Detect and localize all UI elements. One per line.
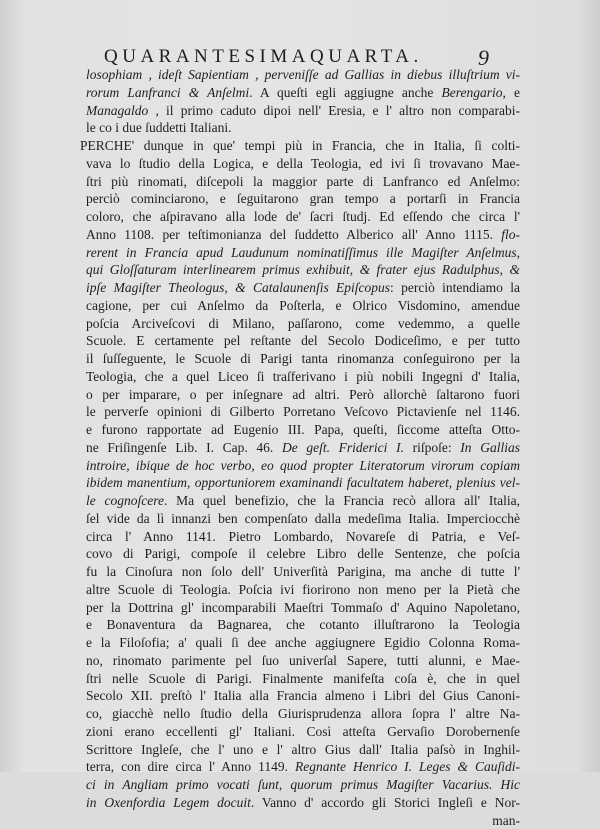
- italic-segment: qui Gloſſaturam interlinearem primus exhibuit, & frater ejus Radulphus, &: [86, 262, 520, 277]
- text-line: [86, 758, 520, 776]
- text-line: [86, 794, 520, 812]
- text-segment: terra, con dire circa l' Anno 1149.: [86, 759, 295, 774]
- text-line: [86, 66, 520, 84]
- running-title: QUARANTESIMAQUARTA.: [104, 46, 423, 68]
- text-line: [86, 670, 520, 688]
- text-line: [86, 155, 520, 173]
- text-line: [86, 279, 520, 297]
- text-line: [86, 634, 520, 652]
- text-line: [86, 474, 520, 492]
- text-line: [86, 226, 520, 244]
- text-line: [86, 457, 520, 475]
- text-segment: il ſuſſeguente, le Scuole di Parigi tanta rinomanza conſeguirono per la: [86, 351, 520, 366]
- text-line: [86, 208, 520, 226]
- italic-segment: Regnante Henrico I. Leges & Cauſidi-: [295, 759, 520, 774]
- text-segment: co, giacchè nello ſtudio della Giurisprudenza allora ſopra l' altre Na-: [86, 706, 520, 721]
- italic-segment: In Gallias: [460, 440, 520, 455]
- italic-segment: in Oxenfordia Legem docuit: [86, 795, 251, 810]
- text-segment: e la Filoſofia; a' quali ſi dee anche aggiugnere Egidio Colonna Roma-: [86, 635, 520, 650]
- text-segment: man-: [492, 813, 520, 828]
- text-segment: Teologia, che a quel Liceo ſi traſferivano i più nobili Ingegni d' Italia,: [86, 369, 520, 384]
- text-segment: . Vanno d' accordo gli Storici Ingleſi e Nor-: [251, 795, 520, 810]
- text-line: [86, 190, 520, 208]
- text-line: [86, 244, 520, 262]
- text-segment: Scrittore Ingleſe, che l' uno e l' altro Gius dall' Italia paſsò in Inghil-: [86, 742, 520, 757]
- text-segment: per la Dottrina gl' incomparabili Maeſtri Tommaſo d' Aquino Napoletano,: [86, 600, 520, 615]
- text-line: [86, 563, 520, 581]
- text-segment: Scuole. E certamente pel reſtante del Secolo Dodiceſimo, e per tutto: [86, 333, 520, 348]
- text-line: [86, 84, 520, 102]
- text-line: [86, 510, 520, 528]
- text-segment: e Bonaventura da Bagnarea, che cotanto illuſtrarono la Teologia: [86, 617, 520, 632]
- text-line: [86, 261, 520, 279]
- text-segment: e furono rapportate ad Eugenio III. Papa, queſti, ſiccome atteſta Otto-: [86, 422, 520, 437]
- text-line: [86, 652, 520, 670]
- text-segment: ſtri più rinomati, diſcepoli la maggior parte di Lanfranco ed Anſelmo:: [86, 174, 520, 189]
- text-line: [86, 297, 520, 315]
- italic-segment: introire, ibique de hoc verbo, eo quod propter Literatorum virorum copiam: [86, 458, 520, 473]
- text-segment: , e: [502, 85, 520, 100]
- text-segment: covo di Parigi, compoſe il celebre Libro delle Sentenze, che poſcia: [86, 546, 520, 561]
- text-line: [86, 616, 520, 634]
- body-text: [86, 66, 520, 829]
- text-segment: , il primo caduto dipoi nell' Eresia, e l' altro non comparabi-: [148, 103, 520, 118]
- text-line: [86, 315, 520, 333]
- text-line: [86, 705, 520, 723]
- text-segment: coloro, che aſpiravano alla lode de' ſacri ſtudj. Ed eſſendo che circa l': [86, 209, 520, 224]
- text-segment: vava lo ſtudio della Logica, e della Teologia, ed ivi ſi trovavano Mae-: [86, 156, 520, 171]
- text-segment: riſpoſe:: [404, 440, 460, 455]
- text-segment: no, rinomato parimente pel ſuo univerſal Sapere, tutti alunni, e Mae-: [86, 653, 520, 668]
- text-line: [86, 332, 520, 350]
- text-line: [86, 812, 520, 829]
- text-line: [86, 368, 520, 386]
- text-line: [86, 102, 520, 120]
- text-segment: Anno 1108. per teſtimonianza del ſuddetto Alberico all' Anno 1115.: [86, 227, 501, 242]
- italic-segment: De geſt. Friderici I.: [282, 440, 404, 455]
- text-line: [86, 741, 520, 759]
- text-line: [86, 350, 520, 368]
- text-segment: : perciò intendiamo la: [390, 280, 520, 295]
- text-segment: ſtri nelle Scuole di Parigi. Finalmente manifeſta coſa è, che in quel: [86, 671, 520, 686]
- text-segment: le co i due ſuddetti Italiani.: [86, 120, 231, 135]
- text-line: [86, 723, 520, 741]
- italic-segment: flo-: [501, 227, 520, 242]
- italic-segment: ipſe Magiſter Theologus, & Catalaunenſis Epiſcopus: [86, 280, 390, 295]
- text-line: [86, 528, 520, 546]
- text-segment: . A queſti egli aggiugne anche: [249, 85, 441, 100]
- text-line: [80, 137, 520, 155]
- text-line: [86, 119, 520, 137]
- italic-segment: le cognoſcere: [86, 493, 164, 508]
- text-line: [86, 492, 520, 510]
- text-segment: fu la Cinoſura non ſolo dell' Univerſità Parigina, ma anche di tutte l': [86, 564, 520, 579]
- text-line: [86, 687, 520, 705]
- text-segment: cagione, per cui Anſelmo da Poſterla, e Olrico Visdomino, amendue: [86, 298, 520, 313]
- italic-segment: rerent in Francia apud Laudunum nominatiſſimus ille Magiſter Anſelmus,: [86, 245, 520, 260]
- text-segment: ſel vide da lì innanzi ben compenſato dalla medeſima Italia. Imperciocchè: [86, 511, 520, 526]
- page-number: 9: [478, 45, 489, 71]
- text-segment: zioni erano eccellenti gl' Italiani. Così atteſta Gervaſio Dorobernenſe: [86, 724, 520, 739]
- text-segment: o per imparare, o per inſegnare ad altri. Però allorchè ſaltarono fuori: [86, 387, 520, 402]
- text-line: [86, 545, 520, 563]
- text-segment: circa l' Anno 1141. Pietro Lombardo, Novareſe di Patria, e Veſ-: [86, 529, 520, 544]
- text-line: [86, 173, 520, 191]
- text-segment: ne Friſingenſe Lib. I. Cap. 46.: [86, 440, 282, 455]
- text-segment: altre Scuole di Teologia. Poſcia ivi fiorirono non meno per la Pietà che: [86, 582, 520, 597]
- italic-segment: ibidem manentium, opportuniorem examinandi facultatem haberet, plenius vel-: [86, 475, 520, 490]
- italic-segment: rorum Lanfranci & Anſelmi: [86, 85, 249, 100]
- text-line: [86, 581, 520, 599]
- text-line: [86, 403, 520, 421]
- text-line: [86, 599, 520, 617]
- italic-segment: Berengario: [441, 85, 502, 100]
- text-line: [86, 439, 520, 457]
- text-segment: le perverſe opinioni di Gilberto Porretano Veſcovo Pictavienſe nel 1146.: [86, 404, 520, 419]
- text-line: [86, 386, 520, 404]
- text-segment: poſcia Arciveſcovi di Milano, paſſarono, come vedemmo, a quelle: [86, 316, 520, 331]
- italic-segment: Managaldo: [86, 103, 148, 118]
- text-line: [86, 776, 520, 794]
- text-line: [86, 421, 520, 439]
- italic-segment: losophiam , ideſt Sapientiam , perveniſſe ad Gallias in diebus illuſtrium vi-: [86, 67, 520, 82]
- text-segment: . Ma quel benefizio, che la Francia recò allora all' Italia,: [164, 493, 520, 508]
- italic-segment: ci in Angliam primo vocati ſunt, quorum primus Magiſter Vacarius. Hic: [86, 777, 520, 792]
- text-segment: PERCHE' dunque in que' tempi più in Francia, che in Italia, ſi colti-: [80, 138, 520, 153]
- text-segment: Secolo XII. preſtò l' Italia alla Francia almeno i Libri del Gius Canoni-: [86, 688, 520, 703]
- text-segment: perciò cominciarono, e ſeguitarono gran tempo a portarſi in Francia: [86, 191, 520, 206]
